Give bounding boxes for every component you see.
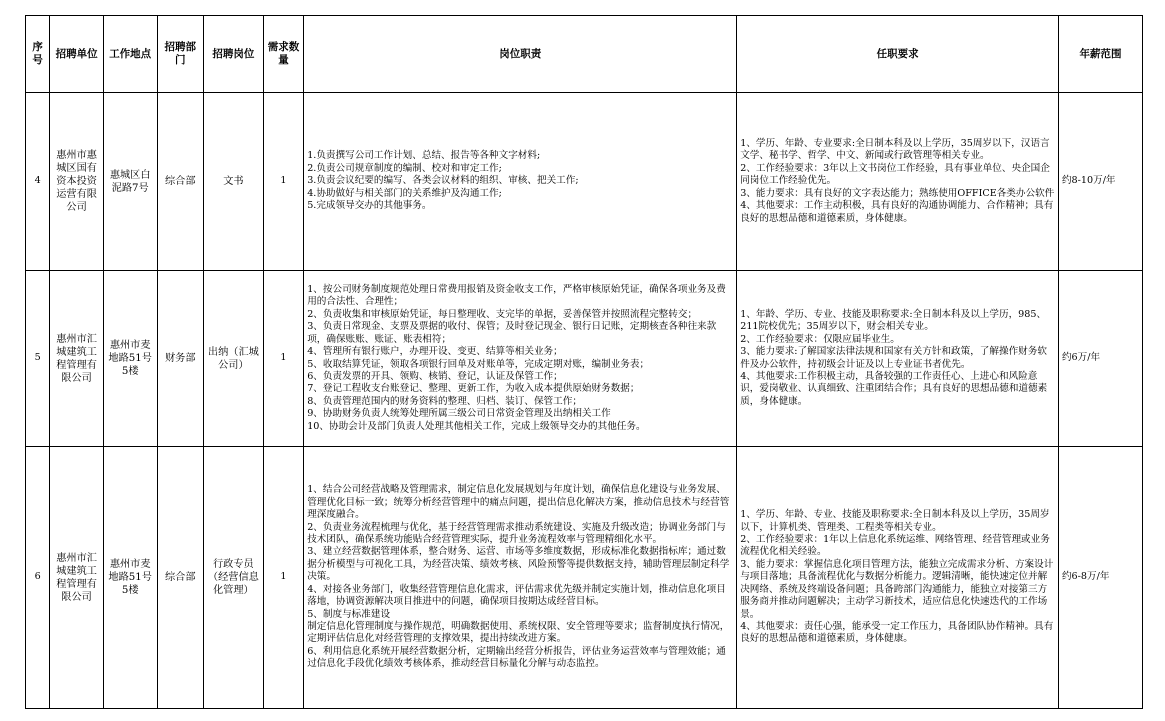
requirement-line: 2、工作经验要求：1年以上信息化系统运维、网络管理、经营管理或业务流程优化相关经验。	[740, 534, 1050, 558]
row-employer: 惠州市汇城建筑工程管理有限公司	[50, 447, 104, 709]
row-employer: 惠州市惠城区国有资本投资运营有限公司	[50, 93, 104, 271]
requirement-line: 3、能力要求:了解国家法律法规和国家有关方针和政策，了解操作财务软件及办公软件，持初级会计证及以上专业证书者优先。	[740, 346, 1047, 370]
row-duties	[304, 447, 737, 709]
header-department: 招聘部门	[157, 16, 204, 93]
row-department: 综合部	[157, 93, 204, 271]
duty-line: 5.完成领导交办的其他事务。	[307, 200, 432, 212]
header-position: 招聘岗位	[204, 16, 264, 93]
duty-line: 5、收取结算凭证，领取各项银行回单及对账单等，完成定期对账，编制业务表；	[307, 358, 650, 370]
row-salary: 约6-8万/年	[1058, 447, 1142, 709]
table-row	[26, 447, 1143, 709]
header-requirements: 任职要求	[737, 16, 1059, 93]
duty-line: 3、负责日常现金、支票及票据的收付、保管；及时登记现金、银行日记账，定期核查各种往来款项，确保账账、账证、账表相符；	[307, 321, 717, 345]
header-employer: 招聘单位	[50, 16, 104, 93]
row-requirements	[737, 93, 1059, 271]
requirement-line: 3、能力要求：掌握信息化项目管理方法，能独立完成需求分析、方案设计与项目落地；具备流程优化与数据分析能力。逻辑清晰，能快速定位并解决网络、系统及终端设备问题；具备跨部门沟通能力，能独立对接第三方服务商并推动问题解决；主动学习新技术，适应信息化快速迭代的工作场景。	[740, 558, 1054, 620]
header-quantity: 需求数量	[263, 16, 303, 93]
row-index: 5	[26, 271, 50, 447]
duty-line: 2、负责业务流程梳理与优化，基于经营管理需求推动系统建设、实施及升级改造；协调业务部门与技术团队，确保系统功能贴合经营管理实际，提升业务流程效率与管理精细化水平。	[307, 521, 726, 546]
duty-line: 4、管理所有银行账户，办理开设、变更、结算等相关业务；	[307, 346, 563, 358]
row-location: 惠州市麦地路51号5楼	[103, 271, 157, 447]
duty-line: 6、负责发票的开具、领购、核销、登记，认证及保管工作；	[307, 370, 563, 382]
table-row	[26, 93, 1143, 271]
duty-line: 1、结合公司经营战略及管理需求，制定信息化发展规划与年度计划，确保信息化建设与业务发展、管理优化目标一致；统筹分析经营管理中的痛点问题，提出信息化解决方案，推动信息技术与经营管理深度融合。	[307, 484, 730, 521]
duty-line: 2、负责收集和审核原始凭证，每日整理收、支完毕的单据，妥善保管并按照流程完整转交；	[307, 308, 698, 320]
duty-line: 5、制度与标准建设	[307, 608, 391, 620]
header-location: 工作地点	[103, 16, 157, 93]
row-location: 惠城区白泥路7号	[103, 93, 157, 271]
duty-line: 7、登记工程收支台账登记、整理、更新工作，为收入成本提供原始财务数据；	[307, 383, 640, 395]
duty-line: 4.协助做好与相关部门的关系维护及沟通工作;	[307, 187, 502, 199]
row-quantity: 1	[263, 447, 303, 709]
duty-line: 2.负责公司规章制度的编制、校对和审定工作;	[307, 162, 502, 174]
row-location: 惠州市麦地路51号5楼	[103, 447, 157, 709]
row-salary: 约6万/年	[1058, 271, 1142, 447]
row-position: 文书	[204, 93, 264, 271]
row-salary: 约8-10万/年	[1058, 93, 1142, 271]
recruitment-table	[25, 15, 1143, 709]
row-quantity: 1	[263, 93, 303, 271]
duty-line: 1、按公司财务制度规范处理日常费用报销及资金收支工作，严格审核原始凭证，确保各项业务及费用的合法性、合理性；	[307, 284, 726, 308]
row-employer: 惠州市汇城建筑工程管理有限公司	[50, 271, 104, 447]
duty-line: 3.负责会议纪要的编写、各类会议材料的组织、审核、把关工作;	[307, 175, 579, 187]
row-requirements	[737, 447, 1059, 709]
header-row	[26, 16, 1143, 93]
duty-line: 4、对接各业务部门，收集经营管理信息化需求，评估需求优先级并制定实施计划，推动信息化项目落地，协调资源解决项目推进中的问题，确保项目按期达成经营目标。	[307, 583, 726, 608]
row-duties	[304, 271, 737, 447]
header-duties: 岗位职责	[304, 16, 737, 93]
requirement-line: 2、工作经验要求：3年以上文书岗位工作经验，具有事业单位、央企国企同岗位工作经验优先。	[740, 162, 1050, 187]
requirement-line: 1、学历、年龄、专业、技能及职称要求:全日制本科及以上学历，35周岁以下，计算机类、管理类、工程类等相关专业。	[740, 509, 1050, 533]
header-index: 序号	[26, 16, 50, 93]
header-salary: 年薪范围	[1058, 16, 1142, 93]
duty-line: 1.负责撰写公司工作计划、总结、报告等各种文字材料;	[307, 150, 541, 162]
requirement-line: 1、学历、年龄、专业要求:全日制本科及以上学历，35周岁以下，汉语言文学、秘书学、哲学、中文、新闻或行政管理等相关专业。	[740, 138, 1050, 162]
row-index: 4	[26, 93, 50, 271]
row-department: 综合部	[157, 447, 204, 709]
row-index: 6	[26, 447, 50, 709]
duty-line: 3、建立经营数据管理体系，整合财务、运营、市场等多维度数据，形成标准化数据指标库；通过数据分析模型与可视化工具，为经营决策、绩效考核、风险预警等提供数据支持，辅助管理层制定科学决策。	[307, 546, 730, 583]
row-position: 出纳（汇城公司）	[204, 271, 264, 447]
row-quantity: 1	[263, 271, 303, 447]
row-requirements	[737, 271, 1059, 447]
table-row	[26, 271, 1143, 447]
duty-line: 制定信息化管理制度与操作规范，明确数据使用、系统权限、安全管理等要求；监督制度执行情况，定期评估信息化对经营管理的支撑效果，提出持续改进方案。	[307, 620, 730, 645]
requirement-line: 3、能力要求：具有良好的文字表达能力；熟练使用OFFICE各类办公软件	[740, 187, 1055, 199]
duty-line: 9、协助财务负责人统筹处理所属三级公司日常资金管理及出纳相关工作	[307, 408, 611, 420]
row-position: 行政专员（经营信息化管理）	[204, 447, 264, 709]
requirement-line: 2、工作经验要求：仅限应届毕业生。	[740, 333, 900, 345]
requirement-line: 4、其他要求:工作积极主动，具备较强的工作责任心、上进心和风险意识，爱岗敬业、认真细致、注重团结合作；具有良好的思想品德和道德素质，身体健康。	[740, 370, 1048, 407]
requirement-line: 4、其他要求：责任心强，能承受一定工作压力，具备团队协作精神。具有良好的思想品德和道德素质，身体健康。	[740, 620, 1054, 645]
requirement-line: 1、年龄、学历、专业、技能及职称要求:全日制本科及以上学历，985、211院校优先；35周岁以下，财会相关专业。	[740, 308, 1047, 333]
duty-line: 8、负责管理范围内的财务资料的整理、归档、装订、保管工作；	[307, 395, 582, 407]
duty-line: 10、协助会计及部门负责人处理其他相关工作，完成上级领导交办的其他任务。	[307, 420, 646, 432]
duty-line: 6、利用信息化系统开展经营数据分析，定期输出经营分析报告，评估业务运营效率与管理效能；通过信息化手段优化绩效考核体系，推动经营目标量化分解与动态监控。	[307, 645, 726, 670]
requirement-line: 4、其他要求：工作主动积极，具有良好的沟通协调能力、合作精神；具有良好的思想品德和道德素质，身体健康。	[740, 200, 1054, 224]
row-duties	[304, 93, 737, 271]
row-department: 财务部	[157, 271, 204, 447]
